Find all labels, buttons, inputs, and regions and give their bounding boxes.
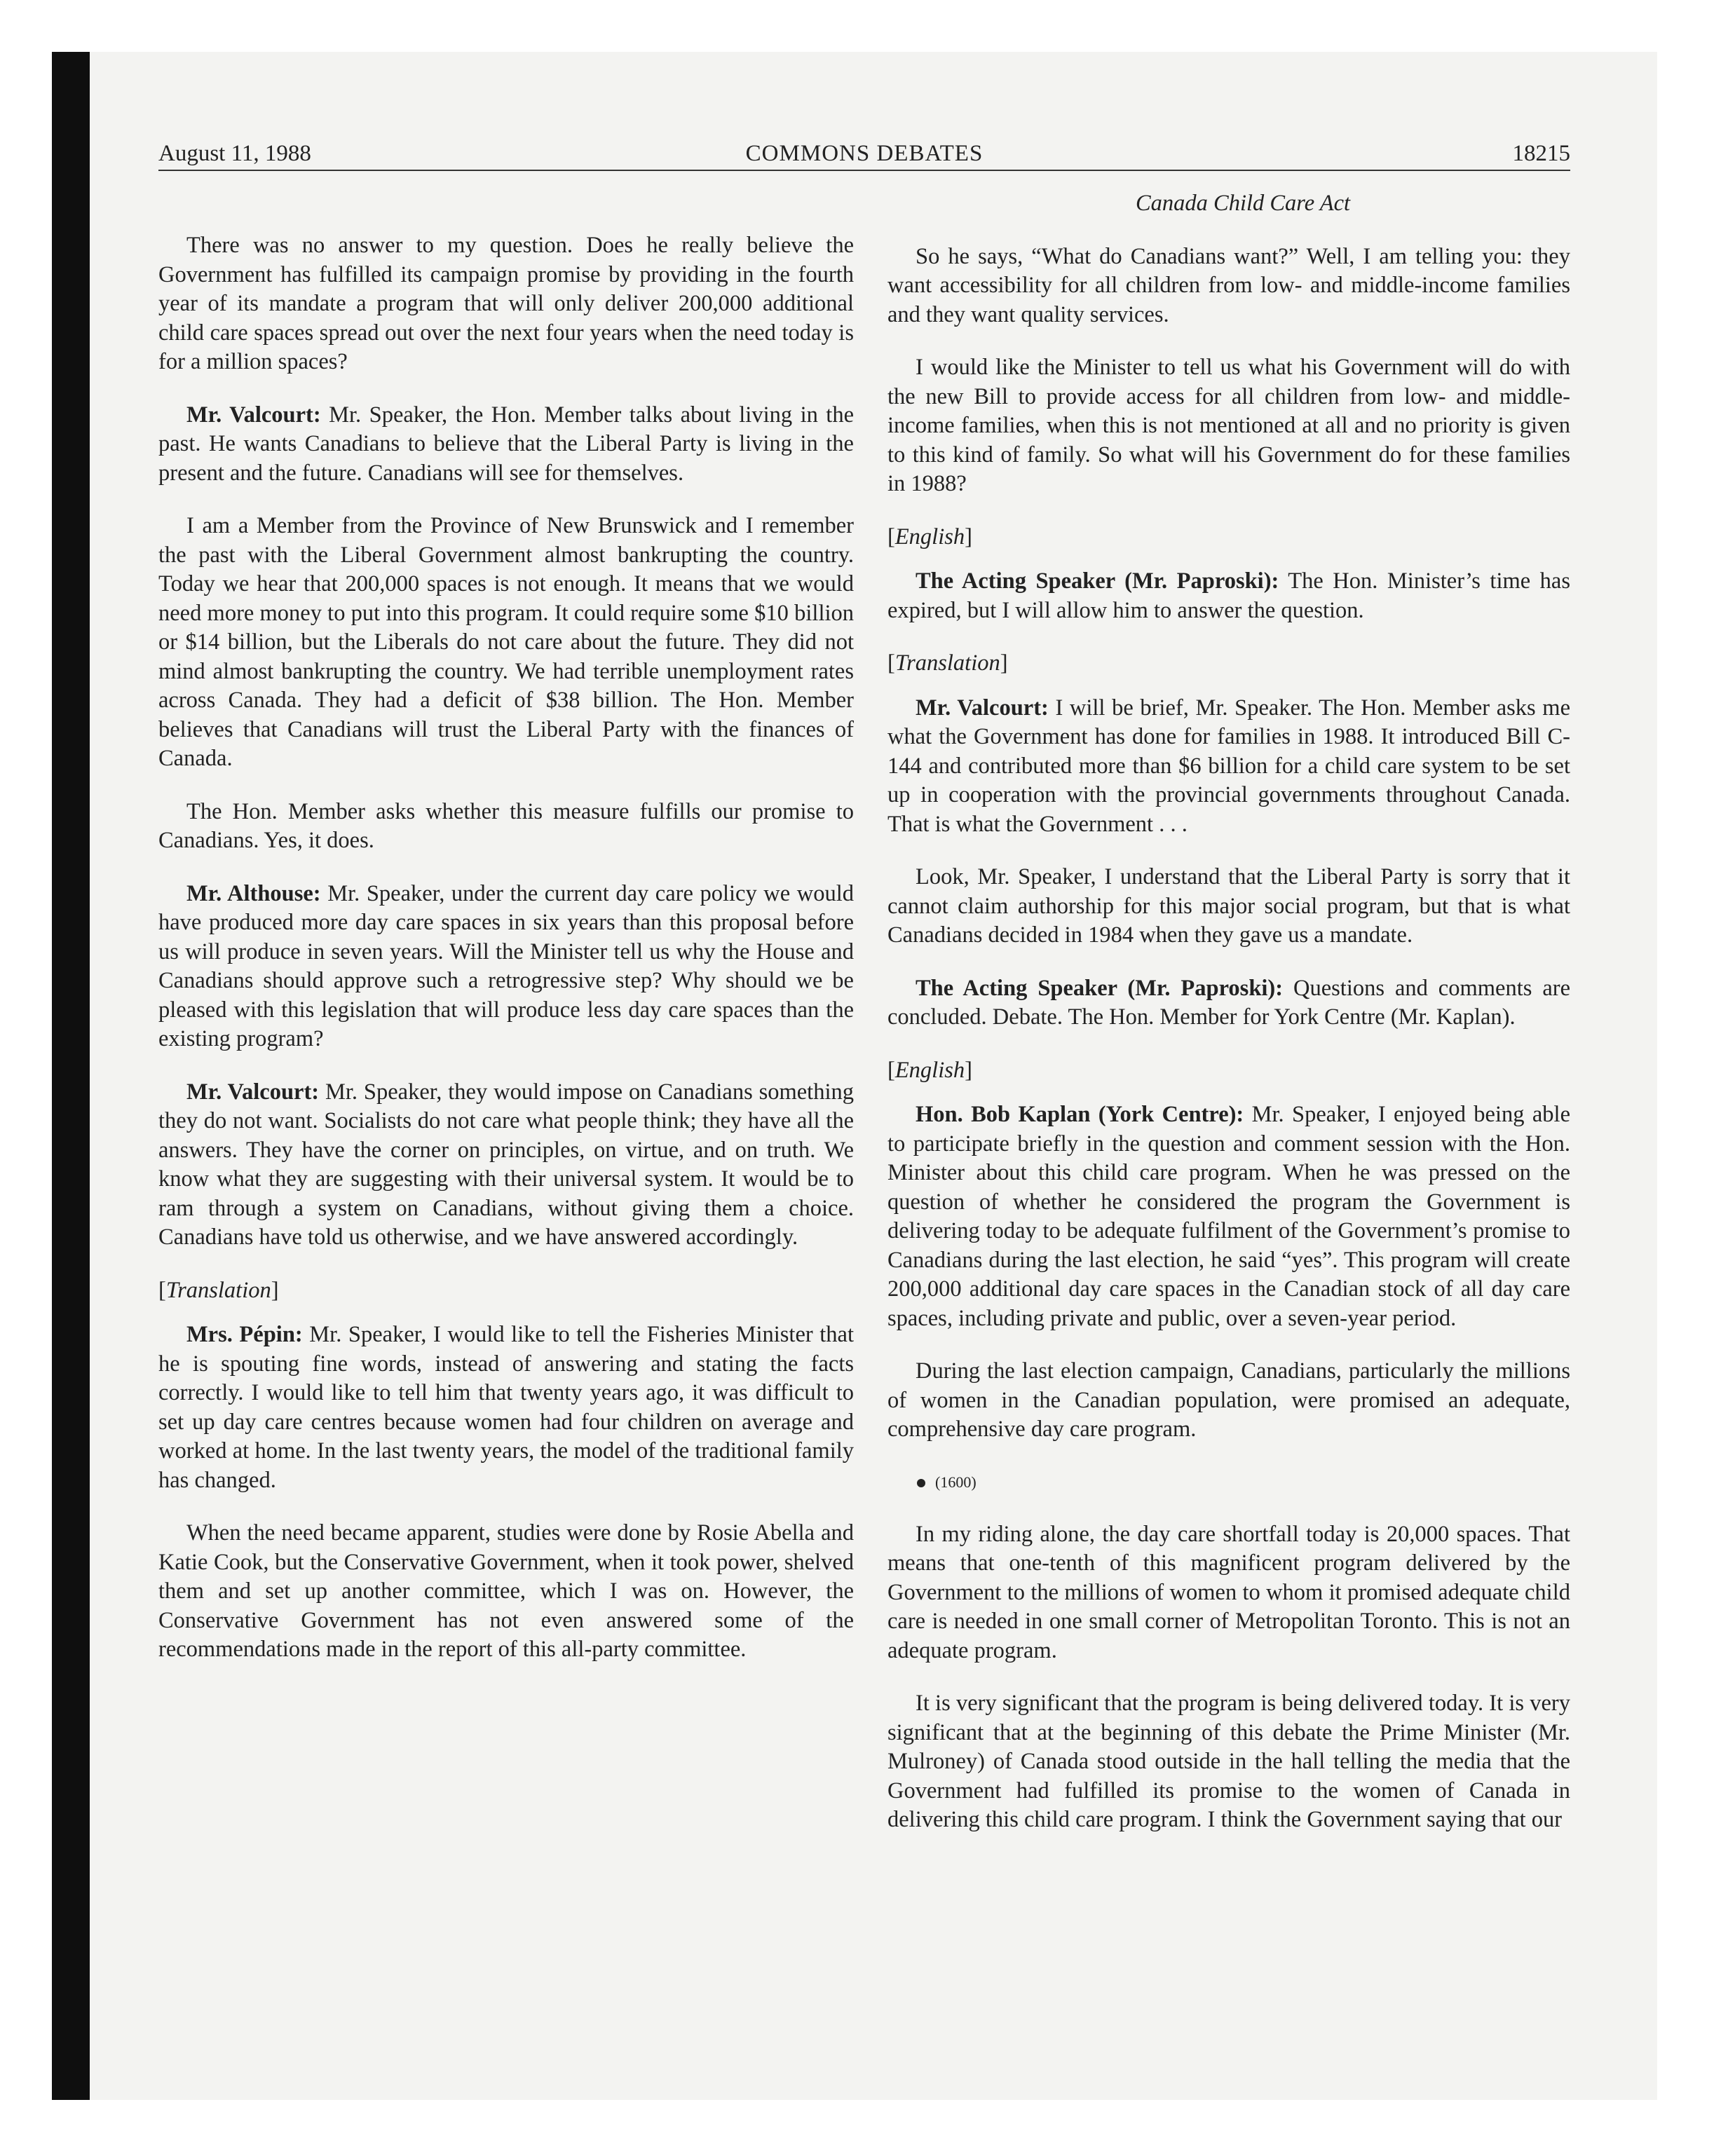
speech-text: Mr. Speaker, they would impose on Canadians something they do not want. Socialists do not care what people think; they have all the answers. They have the corner on principles, on virtue, and on truth. We know what they are suggesting with their universal system. It would be to ram through a system on Canadians, without giving them a choice. Canadians have told us otherwise, and we have answered accordingly.: [158, 1079, 854, 1250]
speech-text: The Hon. Minister’s time has expired, but I will allow him to answer the question.: [887, 568, 1570, 623]
paragraph: So he says, “What do Canadians want?” Well, I am telling you: they want accessibility for all children from low- and middle-income families and they want quality services.: [887, 243, 1570, 327]
paragraph: I am a Member from the Province of New Brunswick and I remember the past with the Liberal Government almost bankrupting the country. Today we hear that 200,000 spaces is not enough. It means that we would need more money to put into this program. It could require some $10 billion or $14 billion, but the Liberals do not care about the future. They did not mind almost bankrupting the country. We had terrible unemployment rates across Canada. They had a deficit of $38 billion. The Hon. Member believes that Canadians will trust the Liberal Party with the finances of Canada.: [158, 513, 854, 771]
speech-paragraph: [887, 974, 1570, 1032]
speech-text: Mr. Speaker, I would like to tell the Fisheries Minister that he is spouting fine words, instead of answering and stating the facts correctly. I would like to tell him that twenty years ago, it was difficult to set up day care centres because women had four children on average and worked at home. In the last twenty years, the model of the traditional family has changed.: [158, 1322, 854, 1493]
running-head: Canada Child Care Act: [1135, 191, 1351, 216]
speaker-name: The Acting Speaker (Mr. Paproski):: [916, 568, 1279, 594]
speech-paragraph: [158, 401, 854, 489]
paragraph: During the last election campaign, Canadians, particularly the millions of women in the Canadian population, were promised an adequate, comprehensive day care program.: [887, 1358, 1570, 1442]
paragraph: There was no answer to my question. Does he really believe the Government has fulfilled its campaign promise by providing in the fourth year of its mandate a program that will only deliver 200,000 additional child care spaces spread out over the next four years when the need today is for a million spaces?: [158, 233, 854, 374]
header-page-number: 18215: [1512, 141, 1570, 166]
speech-text: Questions and comments are concluded. Debate. The Hon. Member for York Centre (Mr. Kaplan).: [887, 975, 1570, 1030]
speech-text: Mr. Speaker, under the current day care policy we would have produced more day care spaces in six years than this proposal before us will produce in seven years. Will the Minister tell us why the House and Canadians should approve such a retrogressive step? Why should we be pleased with this legislation that will produce less day care spaces than the existing program?: [158, 880, 854, 1051]
speech-paragraph: [887, 694, 1570, 840]
header-date: August 11, 1988: [158, 141, 311, 166]
speaker-name: Hon. Bob Kaplan (York Centre):: [916, 1102, 1244, 1127]
speaker-name: Mr. Valcourt:: [186, 1079, 320, 1105]
paragraph: In my riding alone, the day care shortfall today is 20,000 spaces. That means that one-tenth of this magnificent program delivered by the Government to the millions of women to whom it promised adequate child care is needed in one small corner of Metropolitan Toronto. This is not an adequate program.: [887, 1521, 1570, 1663]
paragraph: The Hon. Member asks whether this measure fulfills our promise to Canadians. Yes, it does.: [158, 798, 854, 853]
time-stamp-text: (1600): [935, 1473, 977, 1491]
paragraph: I would like the Minister to tell us what his Government will do with the new Bill to provide access for all children from low- and middle-income families, when this is not mentioned at all and no priority is given to this kind of family. So what will his Government do for these families in 1988?: [887, 355, 1570, 496]
page-binding-edge: [52, 52, 90, 2100]
header-title: COMMONS DEBATES: [745, 141, 984, 166]
language-marker: [ Translation ]: [158, 1276, 854, 1306]
speech-text: Mr. Speaker, I enjoyed being able to participate briefly in the question and comment session with the Hon. Minister about this child care program. When he was pressed on the question of whether he considered the program the Government is delivering today to be adequate fulfilment of the Government’s promise to Canadians during the last election, he said “yes”. This program will create 200,000 additional day care spaces in the Canadian stock of all day care spaces, including private and public, over a seven-year period.: [887, 1102, 1570, 1331]
language-marker: [ Translation ]: [887, 649, 1570, 678]
language-marker: [ English ]: [887, 1056, 1570, 1086]
speaker-name: Mr. Valcourt:: [916, 695, 1049, 721]
speaker-name: Mrs. Pépin:: [186, 1322, 303, 1347]
bullet-icon: [917, 1479, 925, 1487]
paragraph: Look, Mr. Speaker, I understand that the Liberal Party is sorry that it cannot claim authorship for this major social program, but that is what Canadians decided in 1984 when they gave us a mandate.: [887, 864, 1570, 948]
time-stamp: [887, 1468, 1570, 1496]
page-header: [158, 137, 1570, 170]
speaker-name: Mr. Althouse:: [186, 880, 321, 906]
language-marker: [ English ]: [887, 523, 1570, 552]
speech-text: Mr. Speaker, the Hon. Member talks about living in the past. He wants Canadians to believe that the Liberal Party is living in the present and the future. Canadians will see for themselves.: [158, 402, 854, 486]
speech-paragraph: [887, 567, 1570, 625]
left-column: [158, 231, 854, 1688]
paragraph: It is very significant that the program is being delivered today. It is very significant that at the beginning of this debate the Prime Minister (Mr. Mulroney) of Canada stood outside in the hall telling the media that the Government had fulfilled its promise to the women of Canada in delivering this child care program. I think the Government saying that our: [887, 1691, 1570, 1832]
speech-paragraph: [158, 880, 854, 1054]
speech-paragraph: [887, 1100, 1570, 1333]
speaker-name: Mr. Valcourt:: [186, 402, 321, 428]
right-column: [887, 189, 1570, 1859]
speech-paragraph: [158, 1078, 854, 1253]
header-rule: [158, 170, 1570, 171]
speech-text: I will be brief, Mr. Speaker. The Hon. Member asks me what the Government has done for families in 1988. It introduced Bill C-144 and contributed more than $6 billion for a child care system to be set up in cooperation with the provincial governments throughout Canada. That is what the Government . . .: [887, 695, 1570, 837]
speaker-name: The Acting Speaker (Mr. Paproski):: [916, 975, 1284, 1001]
paragraph: When the need became apparent, studies were done by Rosie Abella and Katie Cook, but the Conservative Government, when it took power, shelved them and set up another committee, which I was on. However, the Conservative Government has not even answered some of the recommendations made in the report of this all-party committee.: [158, 1520, 854, 1662]
speech-paragraph: [158, 1321, 854, 1495]
